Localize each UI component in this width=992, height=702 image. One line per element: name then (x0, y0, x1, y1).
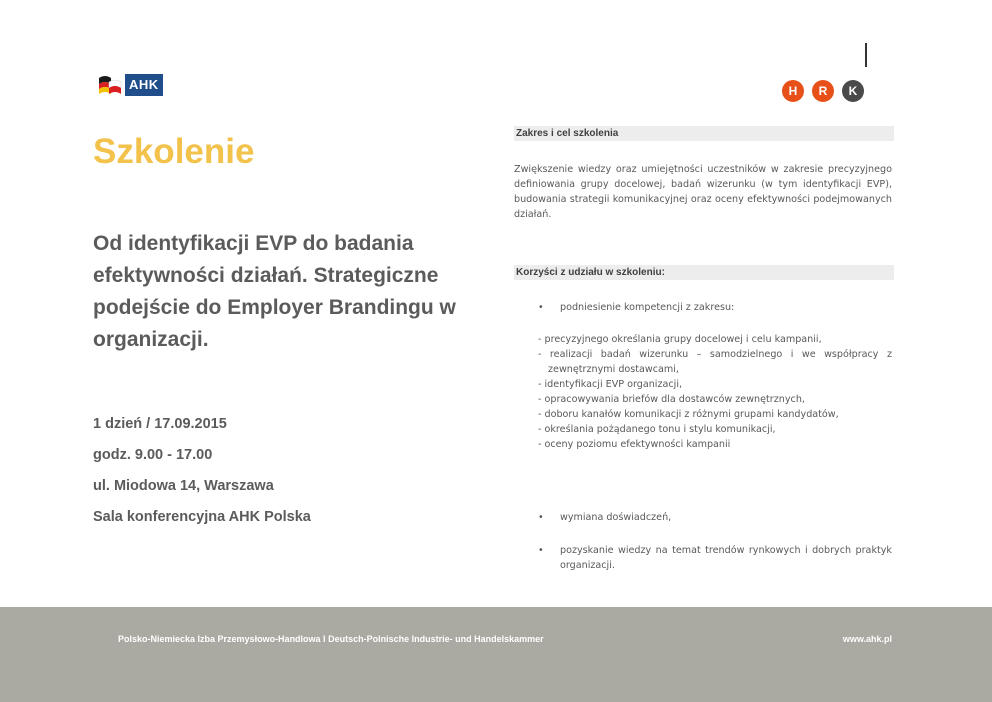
benefit-text: wymiana doświadczeń, (560, 512, 672, 523)
hrk-letter-k: K (842, 80, 864, 102)
event-address: ul. Miodowa 14, Warszawa (93, 478, 274, 494)
event-info-list (93, 409, 311, 533)
list-item: - określania pożądanego tonu i stylu komunikacji, (538, 424, 776, 435)
list-item: - oceny poziomu efektywności kampanii (538, 439, 731, 450)
event-venue: Sala konferencyjna AHK Polska (93, 509, 311, 525)
bullet-icon: • (538, 512, 544, 523)
ahk-logo-text: AHK (125, 74, 163, 96)
page-title: Szkolenie (93, 132, 255, 171)
bullet-icon: • (538, 545, 544, 556)
event-date: 1 dzień / 17.09.2015 (93, 416, 227, 432)
event-time: godz. 9.00 - 17.00 (93, 447, 213, 463)
list-item: - doboru kanałów komunikacji z różnymi grupami kandydatów, (538, 409, 839, 420)
benefit-bullet (540, 510, 892, 525)
footer (0, 607, 992, 702)
training-subtitle: Od identyfikacji EVP do badania efektywności działań. Strategiczne podejście do Employer Brandingu w organizacji. (93, 232, 456, 351)
ahk-logo (97, 68, 169, 102)
section-scope-text: Zwiększenie wiedzy oraz umiejętności uczestników w zakresie precyzyjnego definiowania grupy docelowej, badań wizerunku (w tym identyfikacji EVP), budowania strategii komunikacyjnej oraz oceny efektywności podejmowanych działań. (514, 164, 892, 220)
list-item: - precyzyjnego określania grupy docelowej i celu kampanii, (538, 334, 822, 345)
footer-organization: Polsko-Niemiecka Izba Przemysłowo-Handlowa I Deutsch-Polnische Industrie- und Handelskammer (118, 634, 544, 644)
flag-icon (97, 72, 123, 98)
hrk-letter-h: H (782, 80, 804, 102)
list-item: - identyfikacji EVP organizacji, (538, 379, 683, 390)
hrk-letter-r: R (812, 80, 834, 102)
benefit-text: podniesienie kompetencji z zakresu: (560, 302, 735, 313)
footer-website-link[interactable]: www.ahk.pl (842, 634, 892, 644)
benefit-text: pozyskanie wiedzy na temat trendów rynkowych i dobrych praktyk organizacji. (560, 545, 892, 571)
benefit-bullet (540, 543, 892, 573)
benefit-bullet (540, 300, 892, 315)
competence-list (538, 332, 892, 452)
list-item: - realizacji badań wizerunku – samodzielnego i we współpracy z zewnętrznymi dostawcami, (538, 349, 892, 375)
hrk-divider (865, 43, 867, 67)
section-heading-scope: Zakres i cel szkolenia (514, 126, 894, 141)
list-item: - opracowywania briefów dla dostawców zewnętrznych, (538, 394, 805, 405)
hrk-logo (782, 80, 864, 102)
bullet-icon: • (538, 302, 544, 313)
section-heading-benefits: Korzyści z udziału w szkoleniu: (514, 265, 894, 280)
